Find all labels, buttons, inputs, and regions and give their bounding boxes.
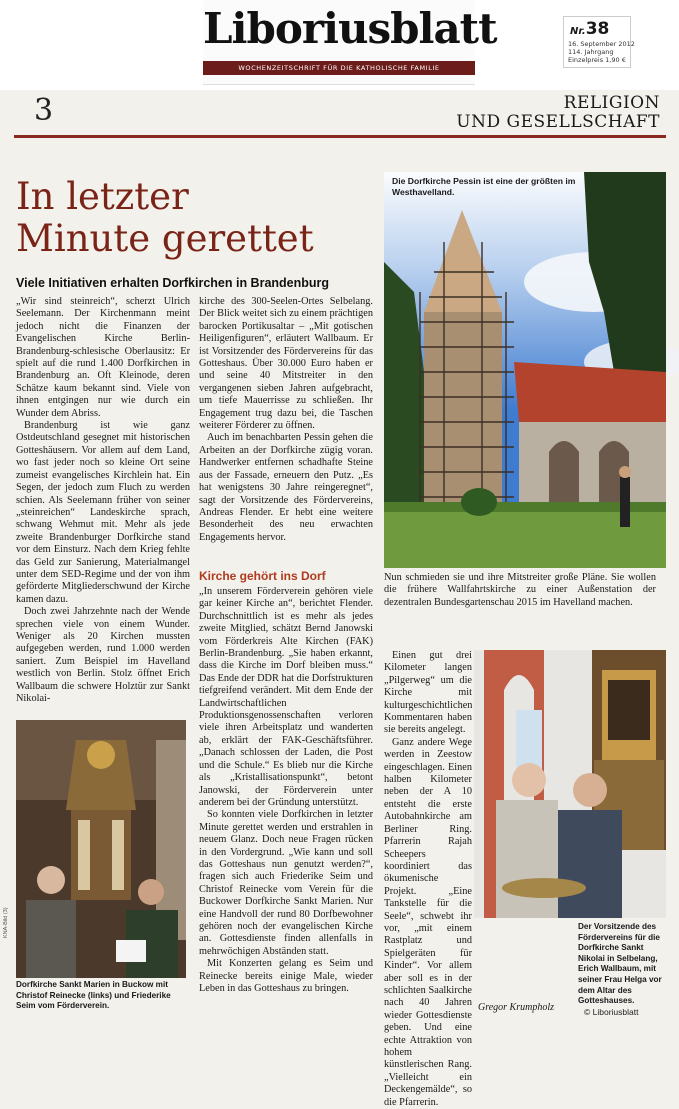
photo-credit: KNA-Bild (3) — [3, 907, 9, 938]
issue-number: 38 — [585, 19, 610, 39]
caption-right-photo: Der Vorsitzende des Fördervereins für die Dorfkirche Sankt Nikolai in Selbelang, Erich Wallbaum, mit seiner Frau Helga vor dem Altar des Gotteshauses. — [578, 922, 662, 1006]
issue-date: 16. September 2012 — [568, 40, 635, 48]
copyright-notice: © Liboriusblatt — [584, 1007, 639, 1017]
article-column-3 — [384, 572, 656, 650]
paragraph: Doch zwei Jahrzehnte nach der Wende sprechen viele von einem Wunder. Weniger als 20 Kirchen mussten aufgegeben werden, rund 1.000 werden saniert. Zum Beispiel im Havelland westlich von Berlin. Stolz öffnet Erich Wallbaum die schwere Holztür zur Sankt Nikolai- — [16, 606, 190, 704]
article-column-2-continued — [199, 586, 373, 1016]
paragraph: Mit Konzerten gelang es Seim und Reinecke bereits einige Male, wieder Leben in das Gotteshaus zu bringen. — [199, 958, 373, 994]
paragraph: „Wir sind steinreich“, scherzt Ulrich Seelemann. Der Kirchenmann meint jedoch nicht die Finanzen der Evangelischen Kirche Berlin-Brandenburg-schlesische Oberlausitz: Er spielt auf die rund 1.400 Dorfkirchen in Brandenburg an. Oft Kleinode, deren Schätze kaum bekannt sind. Viele von ihnen entgingen nur wie durch ein Wunder dem Abriss. — [16, 296, 190, 419]
article-subheading: Kirche gehört ins Dorf — [199, 569, 326, 583]
paragraph: Brandenburg ist wie ganz Ostdeutschland gesegnet mit historischen Gotteshäusern. Vor allem auf dem Land, wo fast jeder noch so kleine Ort seine zumeist evangelisches Kirchlein hat. Ein Segen, der jedoch zum Fluch zu werden schien. Als Seelemann früher von seiner „steinreichen“ Landeskirche sprach, schwang Wehmut mit. Mehr als jede zweite Brandenburger Dorfkirche stand vor dem Einsturz. Nach dem Krieg fehlte das Geld zur Sanierung, Materialmangel unter dem SED-Regime und der von ihm geförderte Mitgliederschwund der Kirche kamen dazu. — [16, 420, 190, 605]
issue-price: Einzelpreis 1,90 € — [568, 56, 626, 64]
issue-volume: 114. Jahrgang — [568, 48, 614, 56]
article-column-1 — [16, 296, 190, 716]
buckow-photo-image — [16, 720, 186, 978]
church-photo — [384, 172, 666, 568]
headline-line2: Minute gerettet — [16, 217, 314, 260]
issue-number-line — [570, 19, 609, 39]
buckow-interior-photo — [16, 720, 186, 978]
section-title-line1: RELIGION — [563, 93, 660, 113]
paragraph: Einen gut drei Kilometer langen „Pilgerweg“ um die Kirche mit kulturgeschichtlichen Kommentaren haben sie bereits angelegt. — [384, 650, 473, 736]
selbelang-altar-photo — [474, 650, 666, 918]
logo-tagline: WOCHENZEITSCHRIFT FÜR DIE KATHOLISCHE FAMILIE — [203, 61, 475, 75]
issue-prefix: Nr. — [570, 26, 586, 37]
section-title-line2: UND GESELLSCHAFT — [456, 112, 660, 132]
caption-top-photo: Die Dorfkirche Pessin ist eine der größten im Westhavelland. — [392, 176, 576, 197]
paragraph: „In unserem Förderverein gehören viele gar keiner Kirche an“, berichtet Flender. Durchschnittlich ist es mehr als jedes zweite Mitglied, schätzt Bernd Janowski vom Förderkreis Alte Kirchen (FAK) Berlin-Brandenburg. „Sie haben erkannt, dass die Kirche im Dorf bleiben muss.“ Das Ende der DDR hat die Dorfstrukturen tiefgreifend verändert. Mit dem Ende der Landwirtschaftlichen Produktionsgenossenschaften verloren viele ihren Arbeitsplatz und wanderten ab, erklärt der FAK-Geschäftsführer. „Danach schlossen der Laden, die Post und die Schule.“ Es blieb nur die Kirche als „Kristallisationspunkt“, betont Janowski, der Förderverein unter anderem bei der Gründung unterstützt. — [199, 586, 373, 808]
paragraph: Ganz andere Wege werden in Zeestow eingeschlagen. Einen halben Kilometer neben der A 10 entsteht die erste Autobahnkirche am Berliner Ring. Pfarrerin Rajah Scheepers koordiniert das ökumenische Projekt. „Eine Tankstelle für die Seele“, schwebt ihr vor, „mit einem Rastplatz und Spielgeräten für Kinder“. Vor allem aber soll es in der schlichten Saalkirche nach 40 Jahren wieder Gottesdienste geben. Und eine echte Attraktion von hohem künstlerischen Rang. „Vielleicht ein Deckengemälde“, so die Pfarrerin. — [384, 736, 472, 1108]
issue-box — [563, 16, 635, 68]
headline — [16, 176, 366, 260]
paragraph: kirche des 300-Seelen-Ortes Selbelang. Der Blick weitet sich zu einem prächtigen barocken Portikusaltar – „Mit gotischen Heiligenfiguren“, erläutert Wallbaum. Er ist Vorsitzender des Fördervereins für das Gotteshaus. Über 30.000 Euro haben er und seine 40 Mitstreiter in den vergangenen sieben Jahren aufgebracht, um tiefe Mauerrisse zu schließen. Ihr Engagement trug dazu bei, die Taschen weiterer Förderer zu öffnen. — [199, 296, 373, 432]
subheadline: Viele Initiativen erhalten Dorfkirchen in Brandenburg — [16, 276, 330, 290]
church-photo-image — [384, 172, 666, 568]
headline-line1: In letzter — [16, 175, 189, 218]
article-column-2 — [199, 296, 373, 568]
caption-left-photo: Dorfkirche Sankt Marien in Buckow mit Christof Reinecke (links) und Friederike Seim vom Förderverein. — [16, 980, 171, 1010]
byline: Gregor Krumpholz — [477, 1002, 554, 1013]
altar-photo-image — [474, 650, 666, 918]
logo-title: Liboriusblatt — [203, 4, 497, 53]
article-column-3-narrow — [384, 650, 473, 1108]
paragraph: Nun schmieden sie und ihre Mitstreiter große Pläne. Sie wollen die frühere Wallfahrtskirche zu einer Außenstation der dezentralen Bundesgartenschau 2015 im Havelland machen. — [384, 572, 656, 608]
page-number: 3 — [34, 93, 54, 128]
logo — [203, 0, 497, 85]
paragraph: So konnten viele Dorfkirchen in letzter Minute gerettet werden und erstrahlen in neuem Glanz. Doch neue Fragen rücken in den Vordergrund. „Wie kann und soll das Gotteshaus nun genutzt werden?“, fragen sich auch Friederike Seim und Christof Reinecke vom Verein für die Buckower Dorfkirche Sankt Marien. Nur eine Handvoll der rund 80 Dorfbewohner gehören noch der evangelischen Kirche an. Gottesdienste finden allenfalls in mehrwöchigen Abständen statt. — [199, 809, 373, 957]
paragraph: Auch im benachbarten Pessin gehen die Arbeiten an der Dorfkirche zügig voran. Handwerker entfernen schadhafte Steine aus der Fassade, erneuern den Putz. „Es hat wenigstens 30 Jahre reingeregnet“, sagt der Vorsitzende des Fördervereins, Andreas Flender. Er hebt eine weitere Besonderheit des neu erwachten Engagements hervor. — [199, 432, 373, 543]
page-header — [14, 91, 666, 138]
